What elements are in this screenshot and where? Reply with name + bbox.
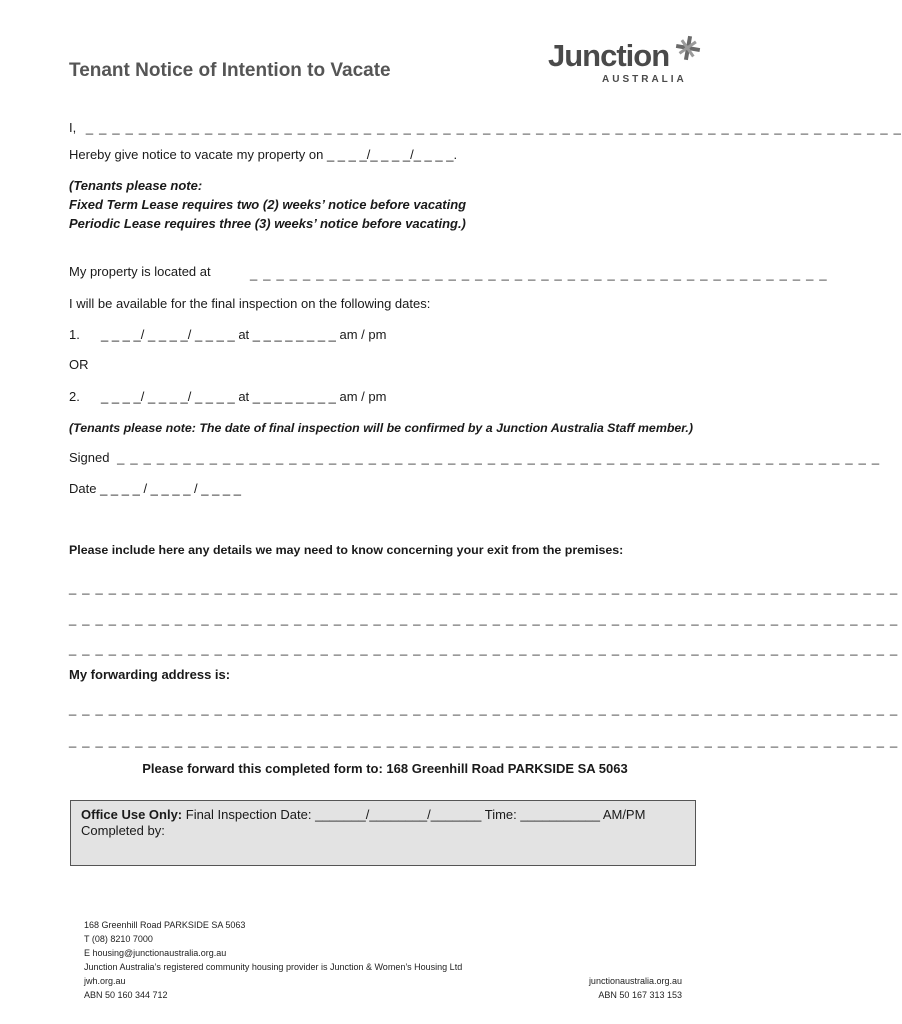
lease-note-line: (Tenants please note: bbox=[69, 178, 203, 193]
office-use-label: Office Use Only: bbox=[81, 807, 183, 822]
footer-left bbox=[84, 918, 462, 1002]
office-use-box bbox=[70, 800, 696, 866]
lease-note bbox=[69, 176, 466, 233]
vacate-date-field[interactable]: Hereby give notice to vacate my property on _ _ _ _/_ _ _ _/_ _ _ _. bbox=[69, 147, 458, 162]
logo-wordmark: Junction bbox=[548, 38, 670, 73]
forwarding-address-line-1[interactable]: _ _ _ _ _ _ _ _ _ _ _ _ _ _ _ _ _ _ _ _ _ _ _ _ _ _ _ _ _ _ _ _ _ _ _ _ _ _ _ _ _ _ _ _ _ _ _ _ _ _ _ _ _ _ _ _ _ _ _ _ _ _ _ bbox=[69, 701, 899, 716]
forwarding-address-line-2[interactable]: _ _ _ _ _ _ _ _ _ _ _ _ _ _ _ _ _ _ _ _ _ _ _ _ _ _ _ _ _ _ _ _ _ _ _ _ _ _ _ _ _ _ _ _ _ _ _ _ _ _ _ _ _ _ _ _ _ _ _ _ _ _ _ bbox=[69, 733, 899, 748]
office-inspection-fields: Final Inspection Date: _______/________/_______ Time: ___________ AM/PM bbox=[182, 807, 646, 822]
inspection-intro: I will be available for the final inspection on the following dates: bbox=[69, 296, 431, 311]
lease-note-line: Periodic Lease requires three (3) weeks’ notice before vacating.) bbox=[69, 216, 466, 231]
inspection-date-1-field[interactable]: _ _ _ _/ _ _ _ _/ _ _ _ _ at _ _ _ _ _ _ _ _ am / pm bbox=[101, 327, 387, 342]
property-label: My property is located at bbox=[69, 264, 211, 279]
exit-details-line-2[interactable]: _ _ _ _ _ _ _ _ _ _ _ _ _ _ _ _ _ _ _ _ _ _ _ _ _ _ _ _ _ _ _ _ _ _ _ _ _ _ _ _ _ _ _ _ _ _ _ _ _ _ _ _ _ _ _ _ _ _ _ _ _ _ _ bbox=[69, 611, 899, 626]
forwarding-address-heading: My forwarding address is: bbox=[69, 667, 231, 682]
i-label: I, bbox=[69, 120, 77, 135]
property-address-field[interactable]: _ _ _ _ _ _ _ _ _ _ _ _ _ _ _ _ _ _ _ _ _ _ _ _ _ _ _ _ _ _ _ _ _ _ _ _ _ _ _ _ _ _ _ _ bbox=[250, 266, 828, 281]
name-row bbox=[69, 120, 902, 135]
inspection-date-2-field[interactable]: _ _ _ _/ _ _ _ _/ _ _ _ _ at _ _ _ _ _ _ _ _ am / pm bbox=[101, 389, 387, 404]
exit-details-heading: Please include here any details we may need to know concerning your exit from the premises: bbox=[69, 543, 624, 557]
footer-ja-abn: ABN 50 167 313 153 bbox=[598, 990, 682, 1000]
footer-right bbox=[589, 974, 682, 1002]
lease-note-line: Fixed Term Lease requires two (2) weeks’ notice before vacating bbox=[69, 197, 467, 212]
footer-provider: Junction Australia’s registered community housing provider is Junction & Women’s Housing Ltd bbox=[84, 962, 463, 972]
name-field[interactable]: _ _ _ _ _ _ _ _ _ _ _ _ _ _ _ _ _ _ _ _ _ _ _ _ _ _ _ _ _ _ _ _ _ _ _ _ _ _ _ _ _ _ _ _ _ _ _ _ _ _ _ _ _ _ _ _ _ _ _ _ _ _ bbox=[85, 120, 902, 135]
signature-field[interactable]: _ _ _ _ _ _ _ _ _ _ _ _ _ _ _ _ _ _ _ _ _ _ _ _ _ _ _ _ _ _ _ _ _ _ _ _ _ _ _ _ _ _ _ _ _ _ _ _ _ _ _ _ _ _ _ _ _ _ bbox=[117, 450, 881, 465]
footer-phone: T (08) 8210 7000 bbox=[84, 934, 153, 944]
inspection-date-2-number: 2. bbox=[69, 389, 80, 404]
footer-address: 168 Greenhill Road PARKSIDE SA 5063 bbox=[84, 920, 246, 930]
inspection-date-1-number: 1. bbox=[69, 327, 80, 342]
footer-jwh-site: jwh.org.au bbox=[84, 976, 126, 986]
exit-details-line-3[interactable]: _ _ _ _ _ _ _ _ _ _ _ _ _ _ _ _ _ _ _ _ _ _ _ _ _ _ _ _ _ _ _ _ _ _ _ _ _ _ _ _ _ _ _ _ _ _ _ _ _ _ _ _ _ _ _ _ _ _ _ _ _ _ _ bbox=[69, 641, 899, 656]
signed-row bbox=[69, 450, 880, 465]
forward-instructions bbox=[0, 761, 770, 776]
junction-australia-logo bbox=[546, 34, 706, 90]
inspection-note: (Tenants please note: The date of final inspection will be confirmed by a Junction Australia Staff member.) bbox=[69, 421, 694, 435]
or-label: OR bbox=[69, 357, 89, 372]
footer-email: E housing@junctionaustralia.org.au bbox=[84, 948, 227, 958]
office-inspection-row bbox=[81, 807, 685, 823]
exit-details-line-1[interactable]: _ _ _ _ _ _ _ _ _ _ _ _ _ _ _ _ _ _ _ _ _ _ _ _ _ _ _ _ _ _ _ _ _ _ _ _ _ _ _ _ _ _ _ _ _ _ _ _ _ _ _ _ _ _ _ _ _ _ _ _ _ _ _ bbox=[69, 580, 899, 595]
footer-jwh-abn: ABN 50 160 344 712 bbox=[84, 990, 168, 1000]
office-completed-by: Completed by: bbox=[81, 823, 165, 838]
forward-prefix: Please forward this completed form to: bbox=[142, 761, 387, 776]
logo-star-icon bbox=[674, 34, 702, 62]
forward-address: 168 Greenhill Road PARKSIDE SA 5063 bbox=[386, 761, 628, 776]
page-title: Tenant Notice of Intention to Vacate bbox=[69, 60, 391, 81]
logo-subtitle: AUSTRALIA bbox=[602, 74, 687, 85]
footer-ja-site: junctionaustralia.org.au bbox=[588, 976, 682, 986]
signed-label: Signed bbox=[69, 450, 110, 465]
signature-date-field[interactable]: Date _ _ _ _ / _ _ _ _ / _ _ _ _ bbox=[69, 481, 242, 496]
